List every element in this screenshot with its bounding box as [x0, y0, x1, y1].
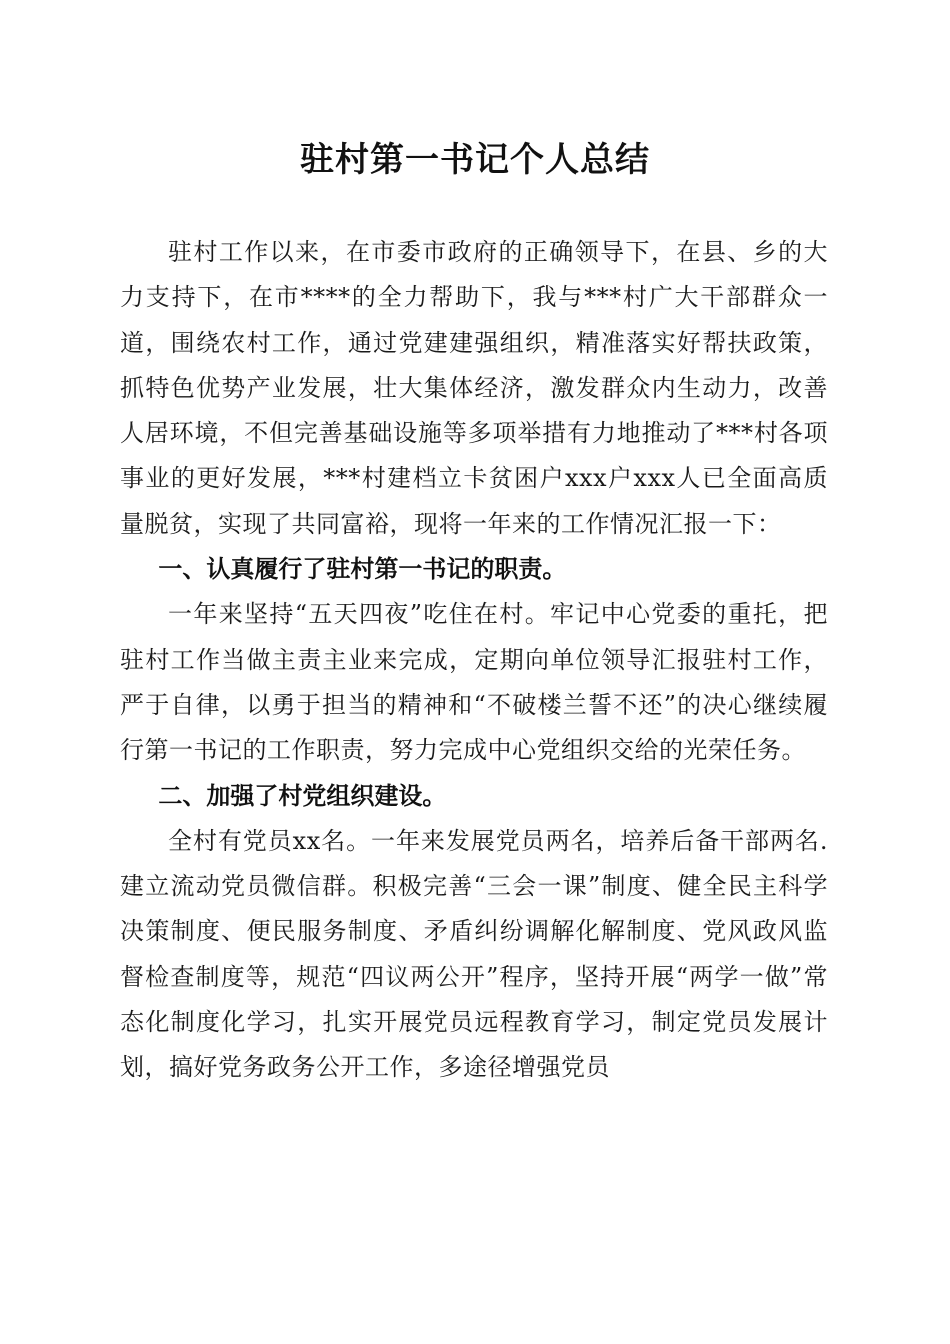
document-body — [120, 230, 828, 1091]
section-heading-1: 一、认真履行了驻村第一书记的职责。 — [158, 555, 567, 584]
document-title: 驻村第一书记个人总结 — [300, 140, 650, 180]
section-paragraph-1: 一年来坚持“五天四夜”吃住在村。牢记中心党委的重托，把驻村工作当做主责主业来完成，定期向单位领导汇报驻村工作，严于自律，以勇于担当的精神和“不破楼兰誓不还”的决心继续履行第一书记的工作职责，努力完成中心党组织交给的光荣任务。 — [120, 600, 828, 765]
intro-paragraph: 驻村工作以来，在市委市政府的正确领导下，在县、乡的大力支持下，在市****的全力帮助下，我与***村广大干部群众一道，围绕农村工作，通过党建建强组织，精准落实好帮扶政策，抓特色优势产业发展，壮大集体经济，激发群众内生动力，改善人居环境，不但完善基础设施等多项举措有力地推动了***村各项事业的更好发展，***村建档立卡贫困户xxx户xxx人已全面高质量脱贫，实现了共同富裕，现将一年来的工作情况汇报一下： — [120, 238, 828, 538]
section-heading-2: 二、加强了村党组织建设。 — [158, 781, 447, 810]
section-paragraph-2: 全村有党员xx名。一年来发展党员两名，培养后备干部两名.建立流动党员微信群。积极完善“三会一课”制度、健全民主科学决策制度、便民服务制度、矛盾纠纷调解化解制度、党风政风监督检查制度等，规范“四议两公开”程序，坚持开展“两学一做”常态化制度化学习，扎实开展党员远程教育学习，制定党员发展计划，搞好党务政务公开工作，多途径增强党员 — [120, 826, 828, 1082]
